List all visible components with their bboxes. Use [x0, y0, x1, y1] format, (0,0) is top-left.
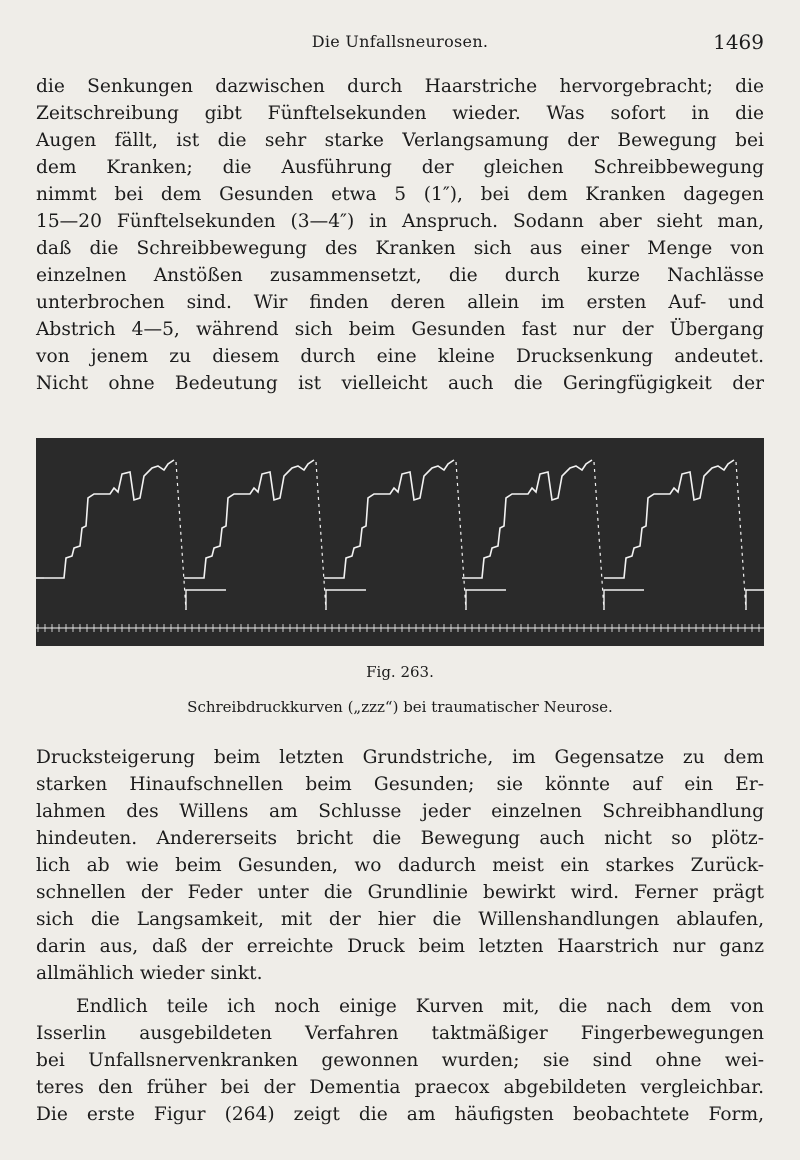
- text-line: von jenem zu diesem durch eine kleine Drucksenkung andeutet.: [36, 346, 764, 367]
- figure-caption: Schreibdruckkurven („zzz“) bei traumatischer Neurose.: [187, 698, 613, 716]
- paragraph-2: [36, 744, 764, 987]
- figure-number: Fig. 263.: [366, 663, 434, 681]
- text-line: Abstrich 4—5, während sich beim Gesunden fast nur der Übergang: [36, 319, 764, 340]
- text-line: Drucksteigerung beim letzten Grundstriche, im Gegensatze zu dem: [36, 747, 764, 768]
- text-line: dem Kranken; die Ausführung der gleichen Schreibbewegung: [36, 157, 764, 178]
- text-line: 15—20 Fünftelsekunden (3—4″) in Anspruch. Sodann aber sieht man,: [36, 211, 764, 232]
- text-line: Augen fällt, ist die sehr starke Verlangsamung der Bewegung bei: [36, 130, 764, 151]
- text-line: die Senkungen dazwischen durch Haarstriche hervorgebracht; die: [36, 76, 764, 97]
- figure-background: [36, 438, 764, 646]
- text-line: starken Hinaufschnellen beim Gesunden; sie könnte auf ein Er-: [36, 774, 764, 795]
- text-line: Endlich teile ich noch einige Kurven mit, die nach dem von: [76, 996, 764, 1017]
- text-line: Nicht ohne Bedeutung ist vielleicht auch die Geringfügigkeit der: [36, 373, 764, 394]
- text-line: bei Unfallsnervenkranken gewonnen wurden; sie sind ohne wei-: [36, 1050, 764, 1071]
- text-line: schnellen der Feder unter die Grundlinie bewirkt wird. Ferner prägt: [36, 882, 764, 903]
- pressure-curve-plot: [36, 438, 764, 646]
- text-line: Zeitschreibung gibt Fünftelsekunden wieder. Was sofort in die: [36, 103, 764, 124]
- text-line: daß die Schreibbewegung des Kranken sich aus einer Menge von: [36, 238, 764, 259]
- text-line: lich ab wie beim Gesunden, wo dadurch meist ein starkes Zurück-: [36, 855, 764, 876]
- text-line: teres den früher bei der Dementia praecox abgebildeten vergleichbar.: [36, 1077, 764, 1098]
- text-line: Isserlin ausgebildeten Verfahren taktmäßiger Fingerbewegungen: [36, 1023, 764, 1044]
- paragraph-1: [36, 73, 764, 397]
- text-line: allmählich wieder sinkt.: [36, 963, 263, 984]
- text-line: sich die Langsamkeit, mit der hier die Willenshandlungen ablaufen,: [36, 909, 764, 930]
- paragraph-3: [36, 993, 764, 1128]
- text-line: lahmen des Willens am Schlusse jeder einzelnen Schreibhandlung: [36, 801, 764, 822]
- page-number: 1469: [713, 30, 764, 54]
- figure-263-image: [36, 438, 764, 646]
- running-title: Die Unfallsneurosen.: [311, 32, 489, 51]
- page-header: [36, 30, 764, 60]
- text-line: Die erste Figur (264) zeigt die am häufigsten beobachtete Form,: [36, 1104, 764, 1125]
- text-line: unterbrochen sind. Wir finden deren allein im ersten Auf- und: [36, 292, 764, 313]
- text-line: nimmt bei dem Gesunden etwa 5 (1″), bei dem Kranken dagegen: [36, 184, 764, 205]
- text-line: hindeuten. Andererseits bricht die Bewegung auch nicht so plötz-: [36, 828, 764, 849]
- text-line: einzelnen Anstößen zusammensetzt, die durch kurze Nachlässe: [36, 265, 764, 286]
- text-line: darin aus, daß der erreichte Druck beim letzten Haarstrich nur ganz: [36, 936, 764, 957]
